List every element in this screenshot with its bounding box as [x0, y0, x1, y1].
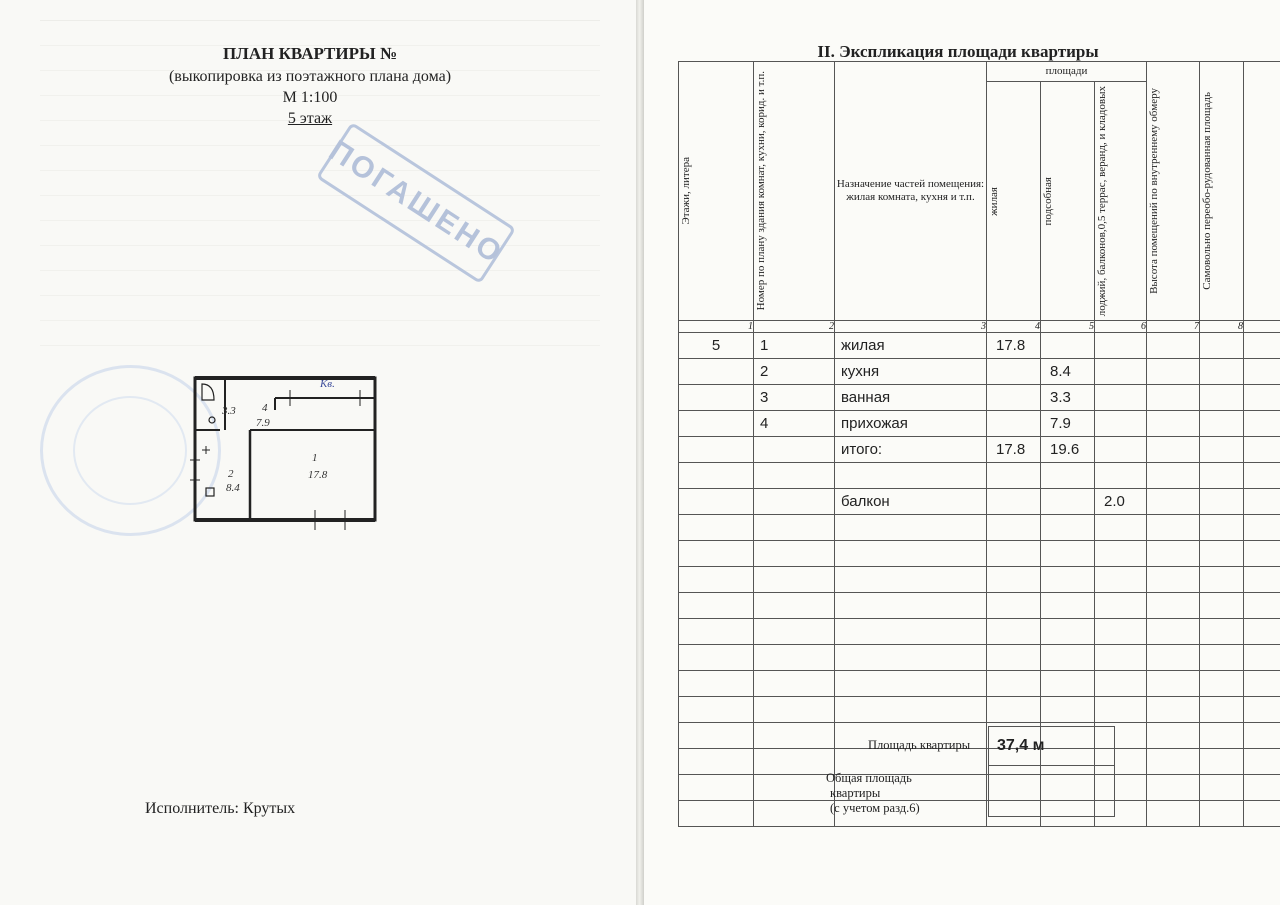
col-unauthorized-header: Самовольно переобо-рудованная площадь — [1200, 62, 1244, 321]
wall-note: Кв. — [320, 378, 335, 390]
floor-plan-svg — [190, 370, 380, 530]
table-row-empty — [679, 697, 1280, 723]
explication-body — [679, 333, 1280, 827]
col-balcony-header: лоджий, балконов,0,5 террас, веранд, и кладовых — [1095, 82, 1147, 321]
table-row-empty — [679, 645, 1280, 671]
plan-title: ПЛАН КВАРТИРЫ № — [222, 44, 398, 63]
col-extra-header — [1244, 62, 1280, 321]
room3-area-label: 3.3 — [222, 405, 236, 417]
table-row-empty — [679, 515, 1280, 541]
col-floor-header: Этажи, литера — [679, 62, 754, 321]
col-height-header: Высота помещений по внутреннему обмеру — [1147, 62, 1200, 321]
table-row — [679, 463, 1280, 489]
total-area-label: Общая площадь квартиры (с учетом разд.6) — [826, 771, 920, 815]
room4-area-label: 7.9 — [256, 417, 270, 429]
table-row: 2 кухня 8.4 — [679, 359, 1280, 385]
explication-table — [678, 61, 1280, 827]
apartment-area-value: 37,4 м — [989, 727, 1115, 766]
room1-number-label: 1 — [312, 452, 318, 464]
room2-number-label: 2 — [228, 468, 234, 480]
table-row-total: итого: 17.8 19.6 — [679, 437, 1280, 463]
page-fold — [636, 0, 644, 905]
apartment-area-label: Площадь квартиры — [868, 738, 971, 752]
table-row-empty — [679, 619, 1280, 645]
room4-number-label: 4 — [262, 402, 268, 414]
room2-area-label: 8.4 — [226, 482, 240, 494]
plan-scale: М 1:100 — [282, 89, 338, 106]
col-aux-header: подсобная — [1041, 82, 1095, 321]
header-row-1 — [679, 62, 1280, 82]
table-row-empty — [679, 671, 1280, 697]
summary-table — [988, 726, 1115, 817]
table-row-empty — [679, 593, 1280, 619]
plan-subtitle: (выкопировка из поэтажного плана дома) — [168, 68, 452, 85]
stamp-text: ПОГАШЕНО — [323, 134, 510, 272]
areas-group-header: площади — [987, 62, 1147, 82]
col-living-header: жилая — [987, 82, 1041, 321]
table-row-empty — [679, 775, 1280, 801]
table-row-empty — [679, 723, 1280, 749]
table-row-balcony: балкон 2.0 — [679, 489, 1280, 515]
floor-plan-drawing — [190, 370, 380, 530]
table-row-empty — [679, 541, 1280, 567]
table-row-empty — [679, 801, 1280, 827]
table-row: 3 ванная 3.3 — [679, 385, 1280, 411]
plan-floor: 5 этаж — [287, 110, 333, 127]
col-room-number-header: Номер по плану здания комнат, кухни, корид. и т.п. — [754, 62, 835, 321]
executor-line: Исполнитель: Крутых — [145, 800, 296, 817]
col-purpose-header: Назначение частей помещения: жилая комната, кухня и т.п. — [835, 62, 987, 321]
table-row-empty — [679, 567, 1280, 593]
left-page — [0, 0, 636, 905]
table-row: 4 прихожая 7.9 — [679, 411, 1280, 437]
explication-title: II. Экспликация площади квартиры — [817, 42, 1099, 61]
table-row: 5 1 жилая 17.8 — [679, 333, 1280, 359]
column-numbers-row: 1 2 3 4 5 6 7 8 — [679, 321, 1280, 333]
table-row-empty — [679, 749, 1280, 775]
room1-area-label: 17.8 — [308, 469, 328, 481]
total-area-value — [989, 766, 1115, 817]
